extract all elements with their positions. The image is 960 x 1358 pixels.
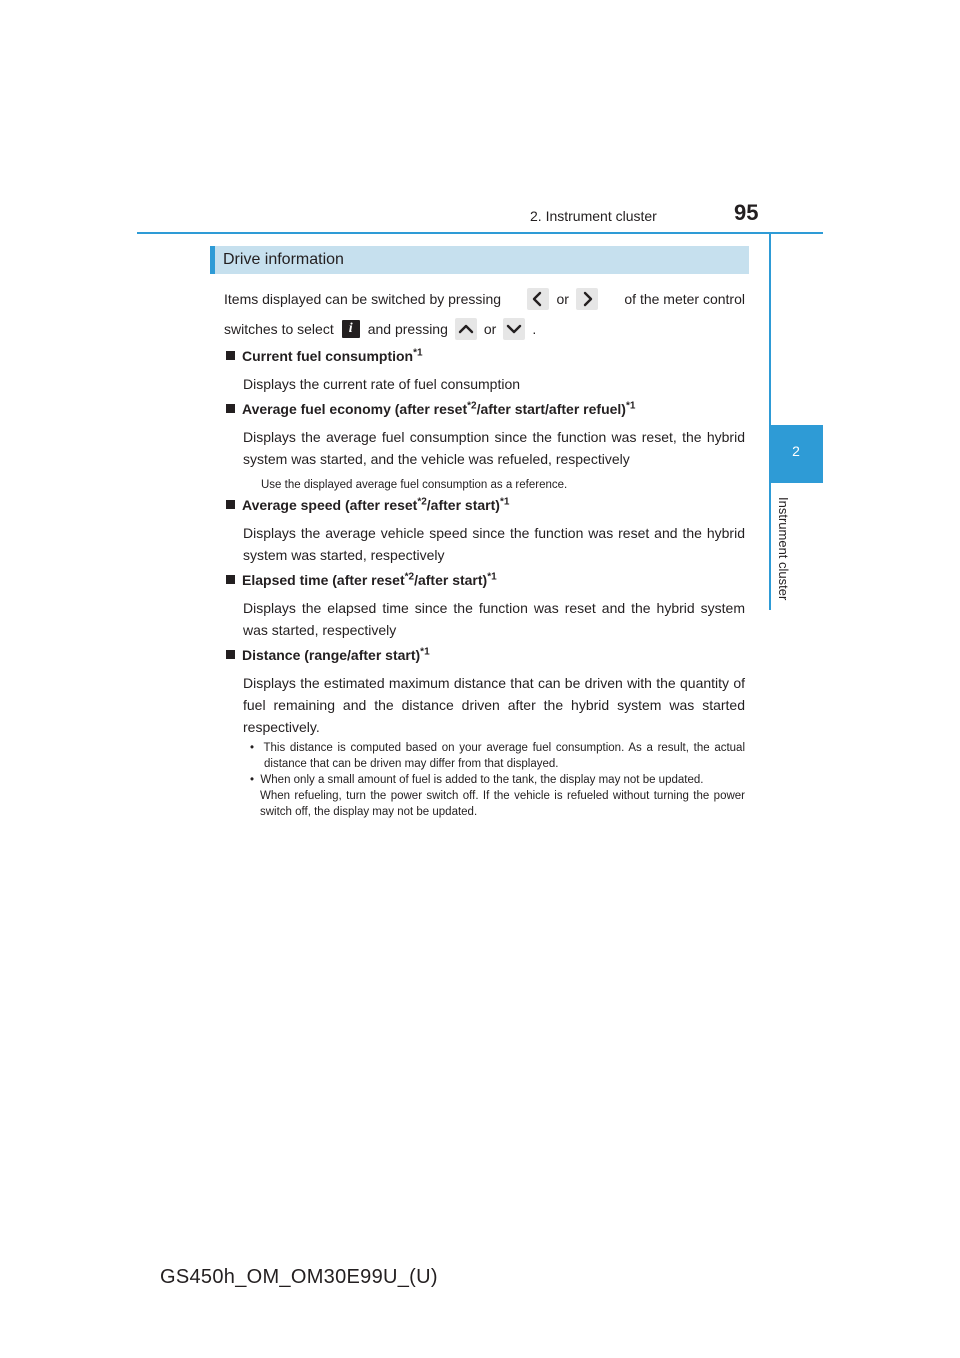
header-rule: [137, 232, 823, 234]
square-bullet-icon: [226, 404, 235, 413]
square-bullet-icon: [226, 575, 235, 584]
item-desc-distance: Displays the estimated maximum distance that can be driven with the quantity of fuel remaining and the distance driven after the hybrid system was started respectively.: [243, 675, 745, 735]
left-arrow-key-icon: [527, 288, 549, 310]
item-desc-average-speed: Displays the average vehicle speed since the function was reset and the hybrid system was started, respectively: [243, 525, 745, 563]
intro-text-1: Items displayed can be switched by pressing: [224, 291, 502, 307]
right-arrow-key-icon: [576, 288, 598, 310]
item-desc-current-fuel: Displays the current rate of fuel consumption: [243, 376, 521, 392]
distance-notes: [246, 740, 745, 820]
item-note-average-fuel: Use the displayed average fuel consumption as a reference.: [261, 479, 568, 491]
square-bullet-icon: [226, 650, 235, 659]
section-banner: [210, 246, 749, 274]
square-bullet-icon: [226, 500, 235, 509]
item-desc-elapsed-time: Displays the elapsed time since the function was reset and the hybrid system was started, respectively: [243, 600, 745, 638]
chapter-tab-label: Instrument cluster: [776, 497, 791, 601]
intro-period: .: [532, 321, 537, 337]
intro-text-4: and pressing: [367, 321, 448, 337]
list-item: • This distance is computed based on your average fuel consumption. As a result, the actual distance that can be driven may differ from that displayed.: [250, 742, 746, 770]
section-title: Drive information: [223, 251, 344, 268]
running-header-section: 2. Instrument cluster: [530, 208, 657, 224]
list-item: • When only a small amount of fuel is added to the tank, the display may not be updated.: [250, 774, 704, 786]
item-heading-elapsed-time: Elapsed time (after reset$^{*2}$/after start)$^{*1}$: [226, 572, 497, 588]
document-code: GS450h_OM_OM30E99U_(U): [160, 1266, 438, 1288]
square-bullet-icon: [226, 351, 235, 360]
intro-line-2: [224, 317, 536, 341]
intro-line-1: [224, 287, 745, 311]
chapter-tab: 2: [769, 425, 823, 483]
intro-text-3: switches to select: [224, 321, 334, 337]
info-display-icon: i: [342, 320, 360, 338]
list-item-continuation: When refueling, turn the power switch off. If the vehicle is refueled without turning the power switch off, the display may not be updated.: [260, 790, 745, 818]
item-heading-average-fuel: Average fuel economy (after reset$^{*2}$/after start/after refuel)$^{*1}$: [226, 401, 635, 417]
section-banner-accent: [210, 246, 215, 274]
or-text: or: [556, 291, 569, 307]
down-arrow-key-icon: [503, 318, 525, 340]
item-desc-average-fuel: Displays the average fuel consumption since the function was reset, the hybrid system was started, and the vehicle was refueled, respectively: [243, 429, 745, 467]
item-heading-average-speed: Average speed (after reset$^{*2}$/after start)$^{*1}$: [226, 497, 509, 513]
up-arrow-key-icon: [455, 318, 477, 340]
page-number: 95: [734, 200, 759, 225]
item-heading-distance: Distance (range/after start)$^{*1}$: [226, 647, 430, 663]
item-heading-current-fuel: Current fuel consumption$^{*1}$: [226, 348, 423, 364]
or-text-2: or: [483, 321, 497, 337]
intro-text-2: of the meter control: [624, 291, 745, 307]
